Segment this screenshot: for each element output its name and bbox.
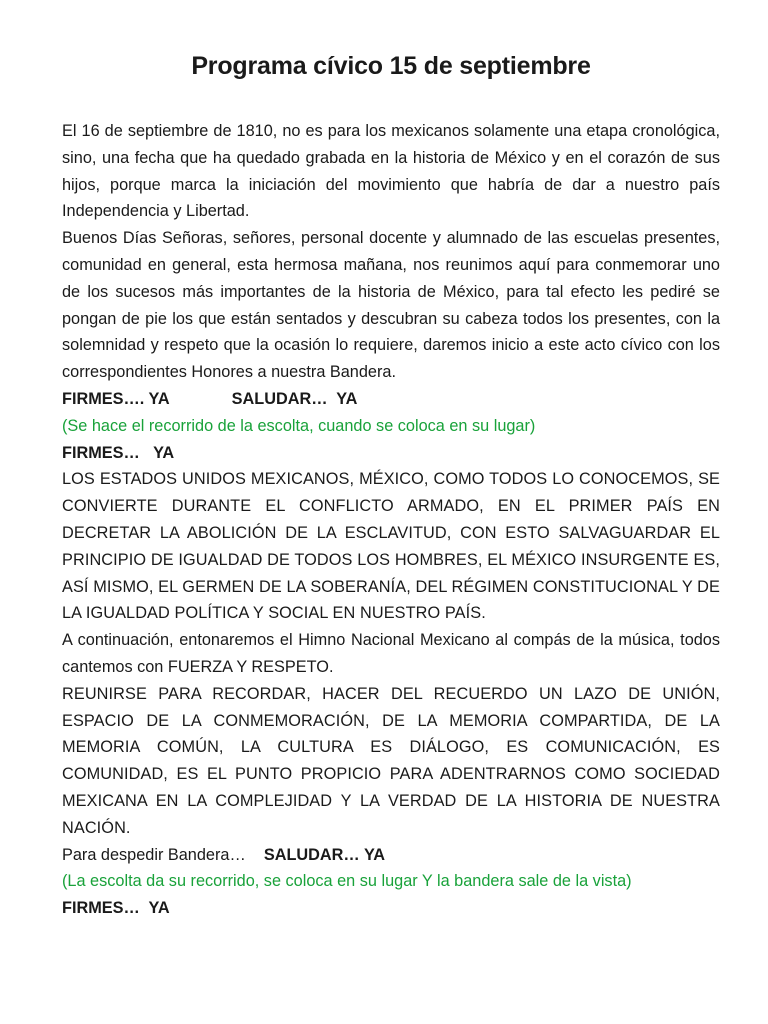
document-page <box>62 0 720 922</box>
command-firmes-3: FIRMES… YA <box>62 899 170 918</box>
intro-paragraph: El 16 de septiembre de 1810, no es para los mexicanos solamente una etapa cronológica, sino, una fecha que ha quedado grabada en la historia de México y en el corazón de sus hijos, porque marca la iniciación del movimiento que habría de dar a nuestro país Independencia y Libertad. <box>62 122 720 221</box>
document-body <box>62 118 720 922</box>
stage-note-2: (La escolta da su recorrido, se coloca en su lugar Y la bandera sale de la vista) <box>62 872 632 891</box>
welcome-paragraph: Buenos Días Señoras, señores, personal docente y alumnado de las escuelas presentes, comunidad en general, esta hermosa mañana, nos reunimos aquí para conmemorar uno de los sucesos más importantes de la historia de México, para tal efecto les pediré se pongan de pie los que están sentados y descubran su cabeza todos los presentes, con la solemnidad y respeto que la ocasión lo requiere, daremos inicio a este acto cívico con los correspondientes Honores a nuestra Bandera. <box>62 229 720 382</box>
command-saludar-2: SALUDAR… YA <box>263 845 386 864</box>
caps-paragraph-2: REUNIRSE PARA RECORDAR, HACER DEL RECUERDO UN LAZO DE UNIÓN, ESPACIO DE LA CONMEMORACIÓN, DE LA MEMORIA COMPARTIDA, DE LA MEMORIA COMÚN, LA CULTURA ES DIÁLOGO, ES COMUNICACIÓN, ES COMUNIDAD, ES EL PUNTO PROPICIO PARA ADENTRARNOS COMO SOCIEDAD MEXICANA EN LA COMPLEJIDAD Y LA VERDAD DE LA HISTORIA DE NUESTRA NACIÓN. <box>62 684 720 837</box>
stage-note-1: (Se hace el recorrido de la escolta, cuando se coloca en su lugar) <box>62 416 536 435</box>
caps-paragraph-1: LOS ESTADOS UNIDOS MEXICANOS, MÉXICO, COMO TODOS LO CONOCEMOS, SE CONVIERTE DURANTE EL CONFLICTO ARMADO, EN EL PRIMER PAÍS EN DECRETAR LA ABOLICIÓN DE LA ESCLAVITUD, CON ESTO SALVAGUARDAR EL PRINCIPIO DE IGUALDAD DE TODOS LOS HOMBRES, EL MÉXICO INSURGENTE ES, ASÍ MISMO, EL GERMEN DE LA SOBERANÍA, DEL RÉGIMEN CONSTITUCIONAL Y DE LA IGUALDAD POLÍTICA Y SOCIAL EN NUESTRO PAÍS. <box>62 470 720 623</box>
farewell-line <box>62 842 720 869</box>
document-title: Programa cívico 15 de septiembre <box>191 52 591 80</box>
command-firmes-1: FIRMES…. YA <box>62 389 170 408</box>
anthem-paragraph: A continuación, entonaremos el Himno Nacional Mexicano al compás de la música, todos cantemos con FUERZA Y RESPETO. <box>62 631 720 676</box>
command-saludar-1: SALUDAR… YA <box>231 389 358 408</box>
command-firmes-2: FIRMES… YA <box>62 443 175 462</box>
command-line-1 <box>62 386 720 413</box>
farewell-text: Para despedir Bandera… <box>62 845 246 864</box>
